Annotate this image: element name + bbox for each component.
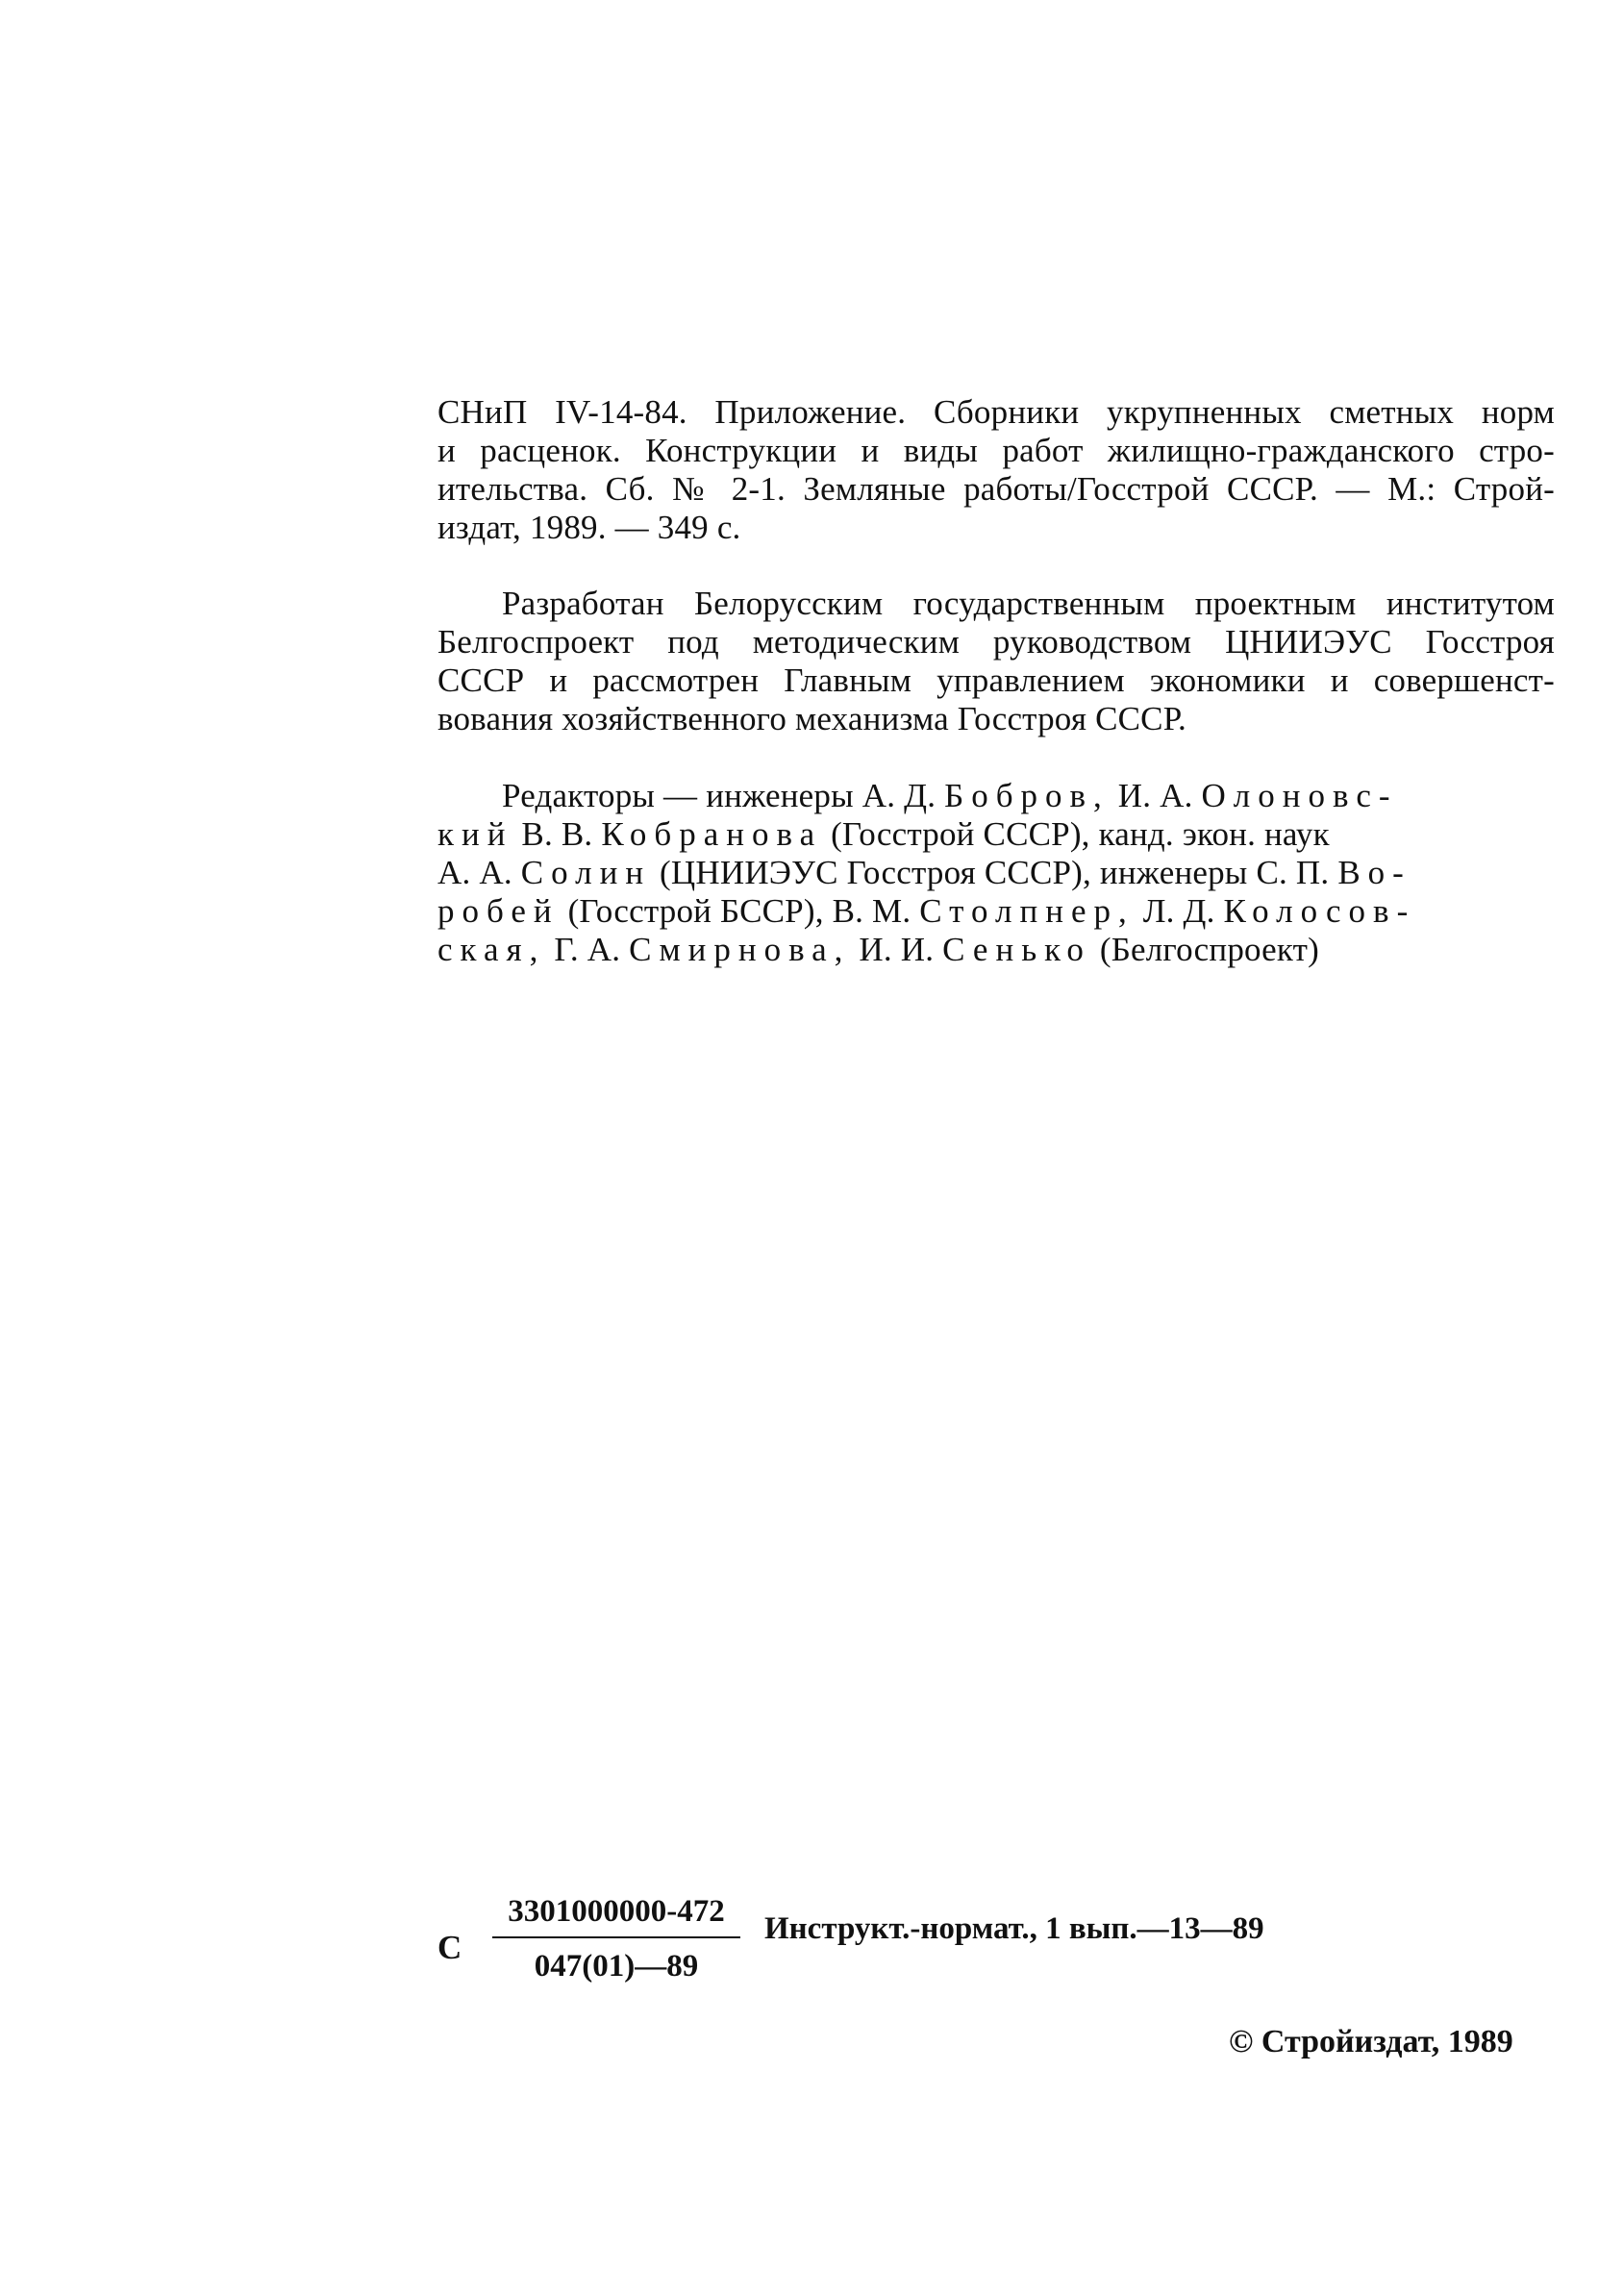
editors-text: Л. Д.	[1142, 892, 1215, 930]
developer-line-4: вования хозяйственного механизма Госстроя СССР.	[437, 700, 1186, 737]
editor-name: Смирнова,	[629, 931, 851, 968]
editors-text: (Госстрой БССР), В. М.	[567, 892, 911, 930]
editors-text: А. А.	[437, 854, 512, 891]
editors-text: Г. А.	[554, 931, 621, 968]
bibliographic-line-3: ительства. Сб. № 2-1. Земляные работы/Госстрой СССР. — М.: Строй-	[437, 470, 1555, 508]
developer-line-1: Разработан Белорусским государственным проектным институтом	[502, 585, 1555, 622]
editors-line-5	[437, 931, 1319, 969]
editor-name: кий	[437, 815, 513, 853]
editor-name: Олоновс-	[1201, 777, 1398, 814]
bibliographic-line-2: и расценок. Конструкции и виды работ жилищно-гражданского стро-	[437, 432, 1555, 469]
copyright-icon: ©	[1229, 2024, 1254, 2059]
classification-issue: Инструкт.-нормат., 1 вып.—13—89	[764, 1911, 1264, 1946]
editors-line-3	[437, 854, 1411, 892]
editors-text: (ЦНИИЭУС Госстроя СССР), инженеры С. П.	[660, 854, 1330, 891]
bibliographic-line-1: СНиП IV-14-84. Приложение. Сборники укрупненных сметных норм	[437, 393, 1555, 431]
editors-text: Редакторы — инженеры А. Д.	[502, 777, 936, 814]
editors-text: И. И.	[859, 931, 935, 968]
editors-text: (Белгоспроект)	[1099, 931, 1319, 968]
editors-text: (Госстрой СССР), канд. экон. наук	[831, 815, 1330, 853]
editors-line-2	[437, 815, 1330, 854]
fraction-divider	[492, 1936, 740, 1938]
classification-numerator: 3301000000-472	[508, 1894, 725, 1929]
developer-line-3: СССР и рассмотрен Главным управлением экономики и совершенст-	[437, 661, 1555, 699]
editor-name: Солин	[520, 854, 652, 891]
copyright-text: Стройиздат, 1989	[1261, 2024, 1513, 2059]
editor-name: Столпнер,	[919, 892, 1135, 930]
editor-name: Во-	[1337, 854, 1411, 891]
editor-name: Колосов-	[1223, 892, 1416, 930]
copyright-line	[1229, 2023, 1513, 2061]
editors-text: В. В.	[521, 815, 593, 853]
editors-line-1	[502, 777, 1398, 815]
editor-name: Сенько	[942, 931, 1091, 968]
developer-line-2: Белгоспроект под методическим руководством ЦНИИЭУС Госстроя	[437, 623, 1555, 661]
bibliographic-line-4: издат, 1989. — 349 с.	[437, 509, 741, 546]
editor-name: ская,	[437, 931, 546, 968]
classification-letter: С	[437, 1929, 462, 1966]
editor-name: робей	[437, 892, 560, 930]
editor-name: Кобранова	[601, 815, 823, 853]
editor-name: Бобров,	[944, 777, 1110, 814]
editors-line-4	[437, 892, 1415, 931]
editors-text: И. А.	[1117, 777, 1193, 814]
classification-denominator: 047(01)—89	[534, 1949, 699, 1984]
